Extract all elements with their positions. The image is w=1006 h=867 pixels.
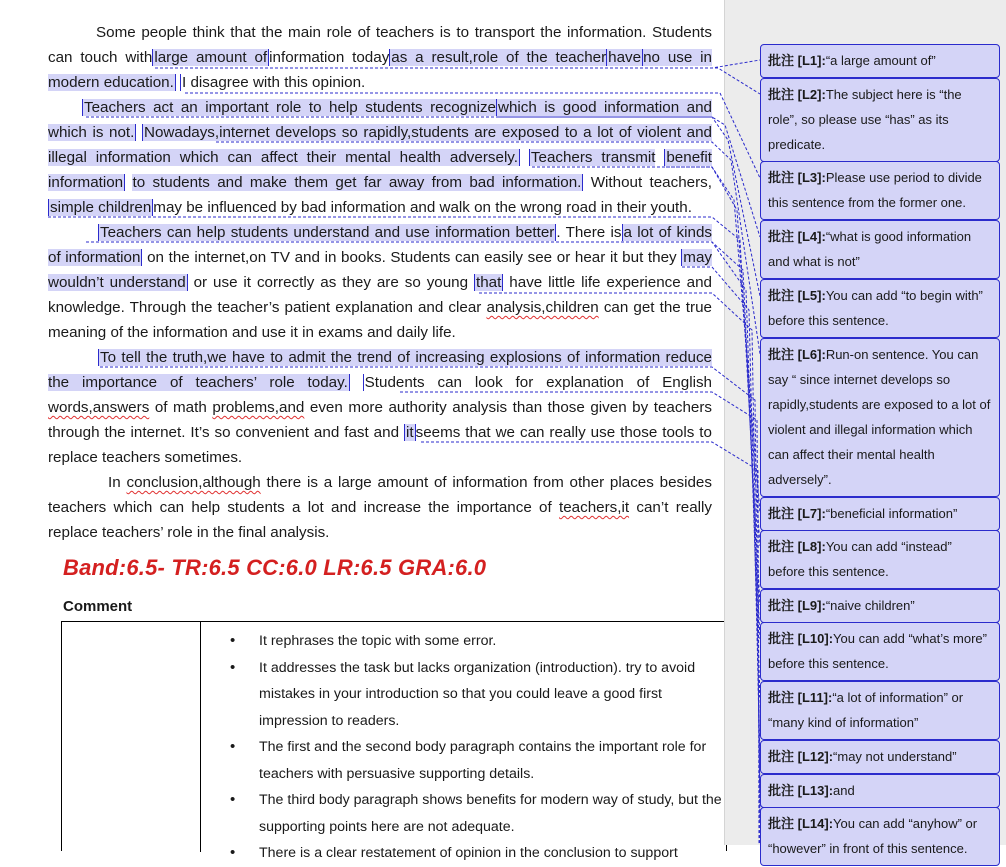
essay-text: have little life experience and knowledge. Through the teacher’s patient explanation and clear [48, 274, 712, 316]
annotation-text: Run-on sentence. You can say “ since internet develops so rapidly,students are exposed to a lot of violent and illegal information which can affect their mental health adversely”. [768, 347, 991, 487]
annotation-text: “beneficial information” [825, 506, 958, 521]
comment-anchor-l16[interactable]: it [406, 424, 414, 441]
essay-text: can get the true meaning of the information and use it in exams and daily life. [48, 299, 712, 341]
annotation-tag: [L7]: [797, 506, 826, 521]
annotation-tag: [L6]: [797, 347, 826, 362]
table-column-divider [200, 622, 201, 852]
essay-paragraph-5 [48, 470, 712, 545]
comment-anchor-l3[interactable]: I disagree with this opinion. [182, 74, 366, 91]
annotation-l10[interactable] [760, 622, 1000, 681]
comment-anchor-l2-end[interactable]: no use in modern education. [48, 49, 712, 91]
annotation-prefix: 批注 [768, 690, 795, 705]
annotation-prefix: 批注 [768, 53, 795, 68]
spelling-flag: teachers,it [559, 499, 630, 516]
annotation-l3[interactable] [760, 161, 1000, 220]
comment-anchor-l8-end[interactable]: to students and make them get far away from bad information. [132, 174, 582, 191]
annotation-tag: [L2]: [797, 87, 826, 102]
comment-list [230, 628, 724, 867]
annotation-text: and [833, 783, 855, 798]
essay-text: Without teachers, [590, 174, 712, 191]
essay-paragraph-1 [48, 20, 712, 95]
comment-anchor-l7[interactable]: benefit information [48, 149, 712, 191]
annotation-tag: [L3]: [797, 170, 826, 185]
annotation-prefix: 批注 [768, 347, 795, 362]
comment-anchor-l11[interactable]: a lot of kinds of information [48, 224, 712, 266]
essay-text: even more authority analysis than those given by teachers through the internet. It’s so convenient and fast and [48, 399, 712, 441]
annotation-prefix: 批注 [768, 598, 795, 613]
spelling-flag: words,answers [48, 399, 150, 416]
annotation-text: “a large amount of” [825, 53, 936, 68]
essay-text: there is a large amount of information from other places besides teachers which can help students a lot and increase the importance of [48, 474, 712, 516]
annotation-text: “may not understand” [833, 749, 957, 764]
annotation-prefix: 批注 [768, 87, 795, 102]
annotation-tag: [L1]: [797, 53, 826, 68]
annotation-prefix: 批注 [768, 229, 795, 244]
spelling-flag: conclusion,although [126, 474, 261, 491]
comment-table [61, 621, 727, 861]
comment-point: • The first and the second body paragraph contains the important role for teachers with persuasive supporting details. [230, 734, 724, 787]
comment-anchor-l4[interactable]: which is good information and which is not. [48, 99, 712, 141]
band-score: Band:6.5- TR:6.5 CC:6.0 LR:6.5 GRA:6.0 [63, 555, 487, 580]
annotation-tag: [L14]: [797, 816, 834, 831]
comment-anchor-l5[interactable]: Teachers act an important role to help students recognize [84, 99, 496, 116]
annotation-text: The subject here is “the role”, so please use “has” as its predicate. [768, 87, 962, 152]
annotation-text: “a lot of information” or “many kind of information” [768, 690, 964, 730]
comment-anchor-l13[interactable]: that [476, 274, 502, 291]
annotation-text: You can add “what’s more” before this sentence. [768, 631, 987, 671]
essay-text: on the internet,on TV and in books. Students can easily see or hear it but they [147, 249, 677, 266]
comment-anchor-l2[interactable]: as a result,role of the teacher [391, 49, 607, 66]
annotation-text: Please use period to divide this sentence from the former one. [768, 170, 982, 210]
essay-text: In [108, 474, 121, 491]
annotation-text: You can add “instead” before this sentence. [768, 539, 952, 579]
comment-anchor-l10[interactable]: Teachers can help students understand and use information better [100, 224, 555, 241]
annotation-l14[interactable] [760, 807, 1000, 866]
comment-anchor-l8[interactable]: Teachers transmit [530, 149, 656, 166]
annotation-prefix: 批注 [768, 749, 795, 764]
annotation-text: You can add “anyhow” or “however” in front of this sentence. [768, 816, 978, 856]
comment-point: • It addresses the task but lacks organization (introduction). try to avoid mistakes in your introduction so that you could leave a good first impression to readers. [230, 655, 724, 735]
annotation-prefix: 批注 [768, 170, 795, 185]
essay-text: may be influenced by bad information and walk on the wrong road in their youth. [153, 199, 692, 216]
essay-text: or use it correctly as they are so young [193, 274, 469, 291]
annotation-text: You can add “to begin with” before this sentence. [768, 288, 983, 328]
annotation-tag: [L10]: [797, 631, 834, 646]
essay-body [48, 20, 712, 545]
comment-anchor-l9[interactable]: simple children [50, 199, 152, 216]
annotation-prefix: 批注 [768, 631, 795, 646]
comment-heading: Comment [63, 598, 133, 615]
essay-text: information today [269, 49, 390, 66]
comment-point: • The third body paragraph shows benefits for modern way of study, but the supporting points here are not adequate. [230, 787, 724, 840]
annotation-prefix: 批注 [768, 539, 795, 554]
annotation-l4[interactable] [760, 220, 1000, 279]
annotation-tag: [L13]: [797, 783, 834, 798]
comment-anchor-l12[interactable]: may wouldn’t understand [48, 249, 712, 291]
annotation-l2[interactable] [760, 78, 1000, 162]
comment-anchor-l1[interactable]: large amount of [154, 49, 268, 66]
annotation-l7[interactable] [760, 497, 1000, 531]
comment-point: • There is a clear restatement of opinion in the conclusion to support [230, 840, 724, 867]
essay-text: seems that we can really use those tools to replace teachers sometimes. [48, 424, 712, 466]
annotation-prefix: 批注 [768, 506, 795, 521]
comment-anchor-l15[interactable]: Students can look for explanation of English [364, 374, 712, 391]
spelling-flag: problems,and [212, 399, 305, 416]
essay-text: . There is [556, 224, 622, 241]
essay-text: can’t really replace teachers’ role in the final analysis. [48, 499, 712, 541]
annotation-l12[interactable] [760, 740, 1000, 774]
annotation-l8[interactable] [760, 530, 1000, 589]
annotation-prefix: 批注 [768, 816, 795, 831]
comment-anchor-l6[interactable]: Nowadays,internet develops so rapidly,students are exposed to a lot of violent and illegal information which can affect their mental health adversely. [48, 124, 712, 166]
comment-point: • It rephrases the topic with some error. [230, 628, 724, 655]
essay-text: Some people think that the main role of teachers is to transport the information. Students can touch with [48, 24, 712, 66]
annotation-tag: [L12]: [797, 749, 834, 764]
annotation-prefix: 批注 [768, 783, 795, 798]
essay-paragraph-3 [48, 220, 712, 345]
annotation-tag: [L8]: [797, 539, 826, 554]
spelling-flag: analysis,children [486, 299, 599, 316]
essay-paragraph-4 [48, 345, 712, 470]
annotation-text: “what is good information and what is not” [768, 229, 972, 269]
comment-anchor-l14[interactable]: To tell the truth,we have to admit the trend of increasing explosions of information reduce the importance of teachers’ role today. [48, 349, 712, 391]
annotation-tag: [L11]: [797, 690, 833, 705]
annotation-l1[interactable] [760, 44, 1000, 78]
annotation-l6[interactable] [760, 338, 1000, 497]
essay-paragraph-2 [48, 95, 712, 220]
annotation-l13[interactable] [760, 774, 1000, 808]
annotation-tag: [L5]: [797, 288, 826, 303]
annotation-l9[interactable] [760, 589, 1000, 623]
annotation-tag: [L9]: [797, 598, 826, 613]
comment-anchor-l2-verb[interactable]: have [608, 49, 642, 66]
annotation-text: “naive children” [825, 598, 915, 613]
annotation-l11[interactable] [760, 681, 1000, 740]
annotation-prefix: 批注 [768, 288, 795, 303]
annotation-tag: [L4]: [797, 229, 826, 244]
essay-text: of math [154, 399, 207, 416]
annotation-l5[interactable] [760, 279, 1000, 338]
